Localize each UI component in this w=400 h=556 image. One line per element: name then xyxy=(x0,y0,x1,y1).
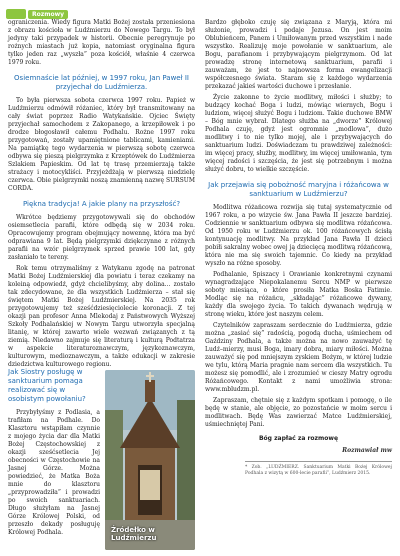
narrow-column xyxy=(8,368,100,537)
question-heading: Jak Siostry posługę w sanktuarium pomaga realizować się w osobistym powołaniu? xyxy=(8,368,86,403)
left-column xyxy=(8,19,195,372)
section-tag-label: Rozmowy xyxy=(28,10,68,19)
section-tag xyxy=(6,9,68,19)
paragraph: Rok temu otrzymaliśmy z Watykanu zgodę na patronat Matki Bożej Ludźmierskiej dla powiatu i teraz czekamy na koleiną odpowiedź, gdyż chcielibyśmy, aby dolina... zostało tak zdecydowane, że dla wszystkich Ludźmierza – stał się świętem Matki Bożej Ludźmierskiej. Na 2035 rok przygotowujemy też sześćdziesięciolecie koronacji. Z tej okazji pan profesor Anna Mlekodaj z Państwowych Wyższej Szkoły Podhalańskiej w Nowym Targu utworzyła specjalną litanię, w której zawarto wiele wezwań związanych z tą ziemią. Niedawno zajmuje się literaturą i kulturą Podtatrza w aspekcie literaturoznawczym, językoznawczym, kulturowym, medioznawczym, a także edukacji w zakresie dziedzictwa kulturowego regionu. xyxy=(8,265,195,368)
paragraph: Zapraszam, chętnie się z każdym spotkam i pomogę, o ile będę w stanie, ale objęcie, zo pozostańcie w moim sercu i modlitwach. Będę Was zawierzać Matce Ludźmierskiej, uśmiechniętej Pani. xyxy=(205,397,392,428)
interviewer-signature: Rozmawiał mw xyxy=(342,447,392,454)
magazine-logo xyxy=(6,9,26,19)
photo-caption: Źródełko w Ludźmierzu xyxy=(111,526,157,542)
right-column xyxy=(205,19,392,477)
paragraph: Czytelników zapraszam serdecznie do Ludźmierza, gdzie można „zasiać się” radością, pogodą ducha, uśmiechem od Gaździny Podhala, a także można na nowo zauważyć tę Ludź–mierzy, musi Boga, imary dobra, miary miłości. Można zauważyć się pod mniejszym zyskiem Bożym, w której ludzie we tylu, którą Maria pragnie nam sercem dla wszystkich. Tu możesz się pomodlić, ale i zrozumieć w cieszy Matry ogrodu Różańcowego. Kontakt z nami umożliwia strona: www.mbludzm.pl. xyxy=(205,322,392,393)
paragraph: Bardzo głęboko czuję się związana z Maryją, która mi służonie, prowadzi i podaje Jezusa. On jest moim Oblubieńcem, Panem i Umiłowanym przed wszystkim i nade wszystko. Realizuję moje powołanie w sanktuarium, ale Bogu, parafianom i przybywającym pielgrzymom. Od lat prowadzę stronę internetową sanktuarium, parafii i zauważam, że jest to najnowsza forma ewangelizacji współczesnego świata. Staram się z każdego wydarzenia przekazać jakieś wartości duchowe i przesłanie. xyxy=(205,19,392,90)
paragraph: ograniczenia. Wiedy figura Matki Bożej została przeniesiona z obrazu kościoła w Ludźmierzu do Nowego Targu. To był jedyny taki przypadek w historii. Obecnie peregrynuje po rożnych miastach już kopia, natomiast oryginalna figura tylko jeden raz „wyszła” poza kościół, właśnie 4 czerwca 1979 roku. xyxy=(8,19,195,66)
question-heading: Piękna tradycja! A jakie plany na przyszłość? xyxy=(22,200,181,208)
paragraph: Przybyłyśmy z Podlasia, a trafiłam na Podhale. Do Klasztoru wstąpiłam czynnie z mojego życia dar dla Matki Bożej Częstochowskiej z okazji sześćsetlecia Jej obecności w Częstochowie na Jasnej Górze. Można powiedzieć, że Matka Boża mnie do klasztoru „przyprowadziła” i prowadzi po swoich sanktuariach. Długo służyłam na Jasnej Górze Królowej Polski, od przeszło dekady posługuję Królowej Podhala. xyxy=(8,409,100,536)
footnote-divider xyxy=(245,461,392,462)
paragraph: Modlitwa różańcowa rozwija się tutaj systematycznie od 1967 roku, a po wizycie św. Jana Pawła II jeszcze bardziej. Codziennie w sanktuarium odbywa się modlitwa różańcowa. Od 1950 roku w Ludźmierzu ok. 100 różańcowych ścisłą kontynuację modlitwy. Na przykład Jana Pawła II dzieci pobiłi sakralny wobec owej ją dziecięcą modlitwą różańcową, która nie ma się swoich tajemnic. Co kiedy na przykład wyszło na różne sposoby. xyxy=(205,204,392,267)
subheading: Osiemnaście lat później, w 1997 roku, Jan Paweł II przyjechał do Ludźmierza. xyxy=(14,74,189,91)
footnote: * Zob. „LUDŹMIERZ. Sanktuarium Matki Bożej Królowej Podhala z wizytą w 600-lecie parafii”, Ludźmierz 2015. xyxy=(245,465,392,476)
paragraph: Życie zakonne to życie modlitwy, miłości i służby; to budzący kochać Boga i ludzi, mówiąc wiernych, Bogu i ludziom, więcej służyć Bogu i ludziom. Takie duchowe BMW – Bóg mnie wybrał. Dlatego służba na „dworze” Królowej Podhala czuję, gdyż jest ogromnie „modlowa”, dużo modlitwy i to nie tylko mojej, ale i przybywających do sanktuarium ludzi. Doświadczam tu prawdziwej zależności: im więcej pracy, służby, modlitwy, im więcej umiłowania, tym więcej radości i szczęścia, że jest się potrzebnym i można służyć dobru, to wielkie szczęście. xyxy=(205,94,392,173)
question-heading: Jak przejawia się pobożność maryjna i różańcowa w sanktuarium w Ludźmierzu? xyxy=(208,181,389,198)
paragraph: To była pierwsza sobota czerwca 1997 roku. Papież w Ludźmierzu odmówił różaniec, który był transmitowany na cały świat poprzez Radio Watykańskie. Ojciec Święty przyjechał samochodem z Zakopanego, a krzepiłowek i po drodze błogosławił całemu Podhalu. Rożne 1997 roku przygotowań, zostały upamiętnione tablicami, kamieniami. Na pamiątkę tego wydarzenia w pierwszą sobotę czerwca odbywa się pieszą pielgrzymka z Krzeptówek do Ludźmierza Szlakiem Papieskim. Od lat tę trasę przemierzają także strażacy i motocykliści. Przyjeżdżają w pierwszą niedzielę czerwca. Obie pielgrzymki noszą znamienną nazwę SURSUM CORDA. xyxy=(8,97,195,192)
paragraph: Podhalanie, Spiszacy i Orawianie konkretnymi czynami wynagradzające Niepokalanemu Sercu NMP w pierwsze soboty miesiąca, o które prosiła Matka Boska Fatimie. Modląc się na różańcu, „składając” różańcowe dywany, każdy dla swojego życia. To takich dywanach wędrują w stronę wieku, które jest naszym celem. xyxy=(205,271,392,318)
closing-line: Bóg zapłać za rozmowę xyxy=(258,435,339,442)
paragraph: Wkrótce będziemy przygotowywali się do obchodów osiemsetlecia parafii, które odbędą się w 2034 roku. Opracowujemy program obejmujący nowennę, która ma być odprawiana 9 lat. Będą pielgrzymki dziękczynne z różnych parafii na wzór pielgrzymek sprzed prawie 100 lat, gdy zasłaniało te tereny. xyxy=(8,214,195,261)
shrine-photo xyxy=(105,370,195,550)
chapel-illustration xyxy=(105,370,195,550)
